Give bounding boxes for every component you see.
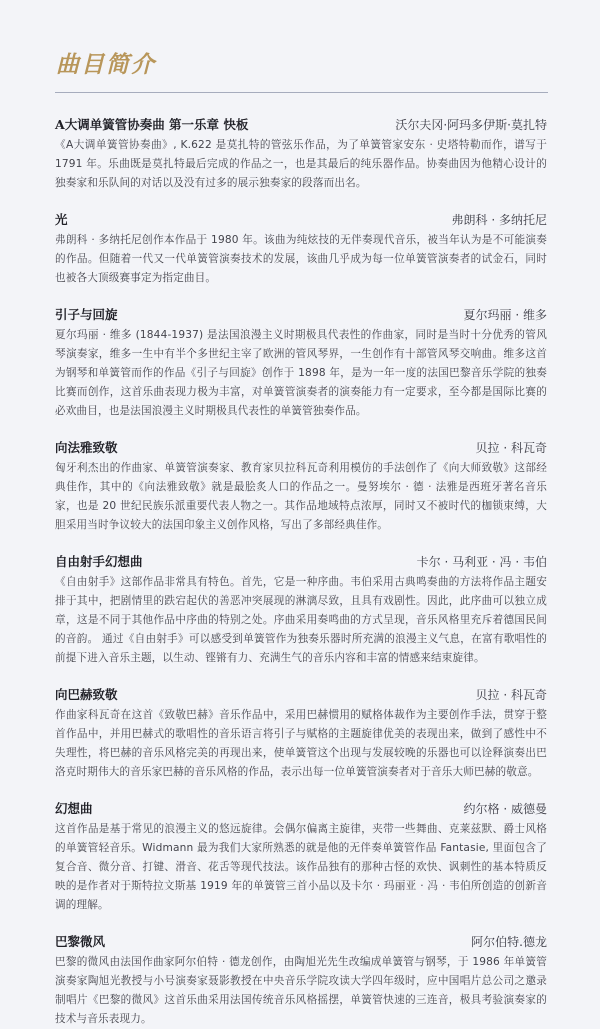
- program-entry: [55, 799, 547, 915]
- page-header: [0, 0, 600, 79]
- page-title: 曲目简介: [56, 51, 156, 78]
- program-entry: [55, 438, 547, 535]
- piece-description: 这首作品是基于常见的浪漫主义的悠远旋律。会偶尔偏离主旋律，夹带一些舞曲、克莱兹默、爵士风格的单簧管轻音乐。Widmann 最为我们大家所熟悉的就是他的无伴奏单簧管作品 Fantasie, 里面包含了复合音、微分音、打键、滑音、花舌等现代技法。该作品独有的那种古怪的欢快、讽刺性的基本特质反映的是作者对于斯特拉文斯基 1919 年的单簧管三首小品以及卡尔 · 玛丽亚 · 冯 · 韦伯所创造的创新音调的理解。: [55, 823, 547, 911]
- program-list: [0, 93, 600, 1029]
- piece-title: 向法雅致敬: [55, 440, 118, 455]
- entry-header: [55, 932, 547, 950]
- program-entry: [55, 115, 547, 193]
- composer-name: 贝拉 · 科瓦奇: [475, 441, 547, 455]
- piece-description: 作曲家科瓦奇在这首《致敬巴赫》音乐作品中，采用巴赫惯用的赋格体裁作为主要创作手法，贯穿于整首作品中，并用巴赫式的歌唱性的音乐语言将引子与赋格的主题旋律优美的表现出来，做到了感性中不失理性，将巴赫的音乐风格完美的再现出来，使单簧管这个出现与发展较晚的乐器也可以诠释演奏出巴洛克时期伟大的音乐家巴赫的音乐风格的作品，表示出每一位单簧管演奏者对于音乐大师巴赫的敬意。: [55, 709, 547, 778]
- piece-description: 《A大调单簧管协奏曲》, K.622 是莫扎特的管弦乐作品，为了单簧管家安东 · 史塔特勒而作，谱写于 1791 年。乐曲既是莫扎特最后完成的作品之一，也是其最后的纯乐器作品。协奏曲因为他精心设计的独奏家和乐队间的对话以及没有过多的展示独奏家的段落而出名。: [55, 139, 547, 189]
- entry-header: [55, 685, 547, 703]
- entry-header: [55, 115, 547, 133]
- program-entry: [55, 932, 547, 1029]
- piece-description: 弗朗科 · 多纳托尼创作本作品于 1980 年。该曲为纯炫技的无伴奏现代音乐，被当年认为是不可能演奏的作品。但随着一代又一代单簧管演奏技术的发展，该曲几乎成为每一位单簧管演奏者的试金石，同时也被各大顶级赛事定为指定曲目。: [55, 234, 547, 284]
- composer-name: 阿尔伯特.德龙: [471, 935, 547, 949]
- entry-header: [55, 305, 547, 323]
- piece-description: 夏尔玛丽 · 维多 (1844-1937) 是法国浪漫主义时期极具代表性的作曲家，同时是当时十分优秀的管风琴演奏家，维多一生中有半个多世纪主宰了欧洲的管风琴界，一生创作有十部管风琴交响曲。维多这首为钢琴和单簧管而作的作品《引子与回旋》创作于 1898 年，是为一年一度的法国巴黎音乐学院的独奏比赛而创作，这首乐曲表现力极为丰富，对单簧管演奏者的演奏能力有一定要求，至今都是国际比赛的必欢曲目，也是法国浪漫主义时期极具代表性的单簧管独奏作品。: [55, 329, 547, 417]
- program-entry: [55, 305, 547, 421]
- entry-header: [55, 799, 547, 817]
- entry-header: [55, 210, 547, 228]
- composer-name: 卡尔 · 马利亚 · 冯 · 韦伯: [416, 555, 547, 569]
- piece-description: 巴黎的微风由法国作曲家阿尔伯特 · 德龙创作，由陶旭光先生改编成单簧管与钢琴，于 1986 年单簧管演奏家陶旭光教授与小号演奏家聂影教授在中央音乐学院攻读大学四年级时，应中国唱片总公司之邀录制唱片《巴黎的微风》这首乐曲采用法国传统音乐风格摇摆，单簧管快速的三连音，极具考验演奏家的技术与音乐表现力。: [55, 956, 547, 1025]
- piece-title: 自由射手幻想曲: [55, 554, 143, 569]
- piece-title: 光: [55, 212, 68, 227]
- program-entry: [55, 210, 547, 288]
- piece-title: 引子与回旋: [55, 307, 118, 322]
- piece-title: A大调单簧管协奏曲 第一乐章 快板: [55, 117, 249, 132]
- composer-name: 弗朗科 · 多纳托尼: [451, 213, 547, 227]
- piece-title: 巴黎微风: [55, 934, 106, 949]
- composer-name: 夏尔玛丽 · 维多: [463, 308, 547, 322]
- composer-name: 约尔格 · 威德曼: [463, 802, 547, 816]
- program-entry: [55, 685, 547, 782]
- piece-title: 向巴赫致敬: [55, 687, 118, 702]
- piece-description: 《自由射手》这部作品非常具有特色。首先，它是一种序曲。韦伯采用古典鸣奏曲的方法将作品主题安排于其中，把剧情里的跌宕起伏的善恶冲突展现的淋漓尽致，且具有戏剧性。因此，此序曲可以独立成章，这是不同于其他作品中序曲的特别之处。序曲采用奏鸣曲的方式呈现，音乐风格里充斥着德国民间的音韵。 通过《自由射手》可以感受到单簧管作为独奏乐器时所充满的浪漫主义气息，在富有歌唱性的前提下进入音乐主题，以生动、铿锵有力、充满生气的音乐内容和丰富的情感来结束旋律。: [55, 576, 547, 664]
- composer-name: 贝拉 · 科瓦奇: [475, 688, 547, 702]
- entry-header: [55, 438, 547, 456]
- piece-title: 幻想曲: [55, 801, 93, 816]
- composer-name: 沃尔夫冈·阿玛多伊斯·莫扎特: [395, 118, 547, 132]
- entry-header: [55, 552, 547, 570]
- piece-description: 匈牙利杰出的作曲家、单簧管演奏家、教育家贝拉科瓦奇利用模仿的手法创作了《向大师致敬》这部经典佳作，其中的《向法雅致敬》就是最脍炙人口的作品之一。曼努埃尔 · 德 · 法雅是西班牙著名音乐家，也是 20 世纪民族乐派重要代表人物之一。其作品地域特点浓厚，同时又不被时代的枷锁束缚，大胆采用当时争议较大的法国印象主义创作风格，写出了多部经典佳作。: [55, 462, 547, 531]
- program-entry: [55, 552, 547, 668]
